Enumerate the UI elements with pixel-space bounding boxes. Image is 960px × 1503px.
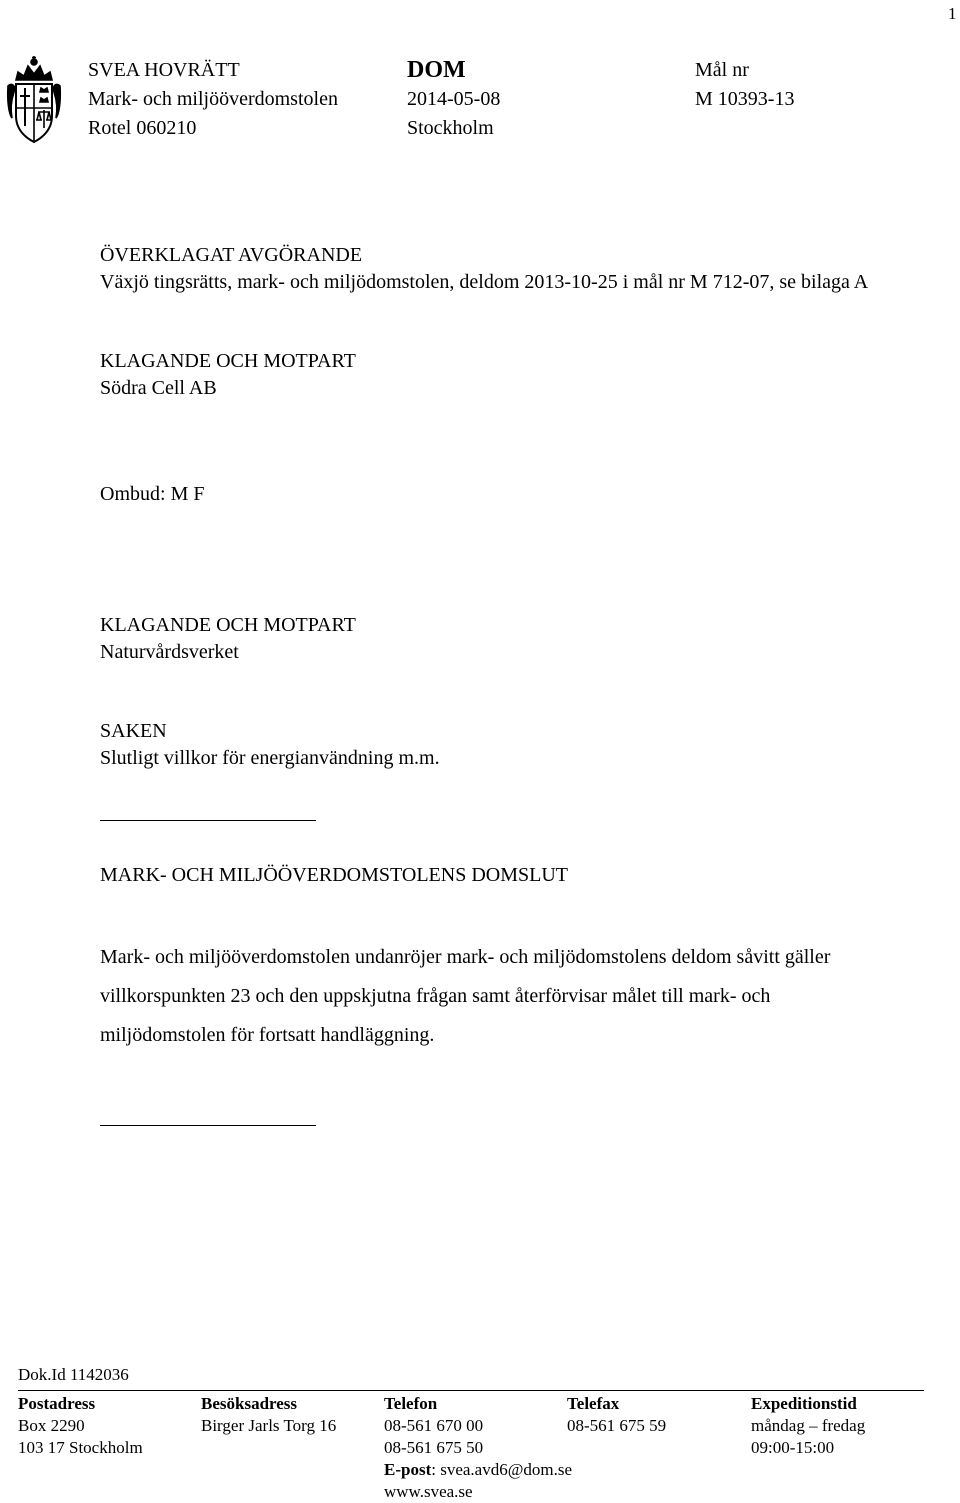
postal-line-1: Box 2290 xyxy=(18,1416,85,1435)
court-division: Mark- och miljööverdomstolen xyxy=(88,88,338,110)
court-name: SVEA HOVRÄTT xyxy=(88,59,240,81)
case-number: M 10393-13 xyxy=(695,88,795,110)
website-link[interactable]: www.svea.se xyxy=(384,1482,473,1501)
appealed-decision-heading: ÖVERKLAGAT AVGÖRANDE xyxy=(100,244,363,266)
phone-heading: Telefon xyxy=(384,1394,438,1413)
footer-fax xyxy=(567,1393,666,1437)
matter-section xyxy=(100,718,440,772)
phone-line-1: 08-561 670 00 xyxy=(384,1416,484,1435)
party-1-name: Södra Cell AB xyxy=(100,377,217,399)
visiting-line-1: Birger Jarls Torg 16 xyxy=(201,1416,337,1435)
footer-rule xyxy=(18,1390,924,1391)
case-header xyxy=(695,56,794,114)
party-1-section xyxy=(100,348,356,402)
document-place: Stockholm xyxy=(407,117,494,139)
court-unit: Rotel 060210 xyxy=(88,117,197,139)
separator-rule xyxy=(100,820,316,821)
agent-name: M F xyxy=(170,483,205,505)
footer-hours xyxy=(751,1393,865,1459)
court-header xyxy=(88,56,338,143)
hours-heading: Expeditionstid xyxy=(751,1394,857,1413)
fax-heading: Telefax xyxy=(567,1394,620,1413)
footer-phone xyxy=(384,1393,572,1503)
fax-line-1: 08-561 675 59 xyxy=(567,1416,667,1435)
email-line xyxy=(384,1459,572,1481)
party-1-agent xyxy=(100,481,204,508)
hours-line-2: 09:00-15:00 xyxy=(751,1438,835,1457)
document-header xyxy=(407,56,500,143)
swedish-court-crest-icon xyxy=(6,56,62,144)
email-label: E-post xyxy=(384,1460,432,1479)
party-2-section xyxy=(100,612,356,666)
agent-label: Ombud: xyxy=(100,483,166,505)
party-2-name: Naturvårdsverket xyxy=(100,641,239,663)
visiting-heading: Besöksadress xyxy=(201,1394,298,1413)
document-id: Dok.Id 1142036 xyxy=(18,1365,129,1384)
email-address[interactable]: : svea.avd6@dom.se xyxy=(431,1460,572,1479)
matter-text: Slutligt villkor för energianvändning m.m. xyxy=(100,747,440,769)
hours-line-1: måndag – fredag xyxy=(751,1416,866,1435)
phone-line-2: 08-561 675 50 xyxy=(384,1438,484,1457)
page-number: 1 xyxy=(948,4,957,23)
separator-rule xyxy=(100,1125,316,1126)
ruling-text: Mark- och miljööverdomstolen undanröjer mark- och miljödomstolens deldom såvitt gäller villkorspunkten 23 och den uppskjutna frågan samt återförvisar målet till mark- och miljödomstolen för fortsatt handläggning. xyxy=(100,946,831,1046)
footer-visiting xyxy=(201,1393,336,1437)
party-1-heading: KLAGANDE OCH MOTPART xyxy=(100,350,356,372)
case-label: Mål nr xyxy=(695,59,749,81)
ruling-heading: MARK- OCH MILJÖÖVERDOMSTOLENS DOMSLUT xyxy=(100,864,568,886)
document-date: 2014-05-08 xyxy=(407,88,501,110)
matter-heading: SAKEN xyxy=(100,720,167,742)
party-2-heading: KLAGANDE OCH MOTPART xyxy=(100,614,356,636)
appealed-decision-section xyxy=(100,242,920,296)
postal-heading: Postadress xyxy=(18,1394,96,1413)
document-type: DOM xyxy=(407,57,466,83)
postal-line-2: 103 17 Stockholm xyxy=(18,1438,143,1457)
footer-postal xyxy=(18,1393,143,1459)
appealed-decision-text: Växjö tingsrätts, mark- och miljödomstolen, deldom 2013-10-25 i mål nr M 712-07, se bilaga A xyxy=(100,271,869,293)
